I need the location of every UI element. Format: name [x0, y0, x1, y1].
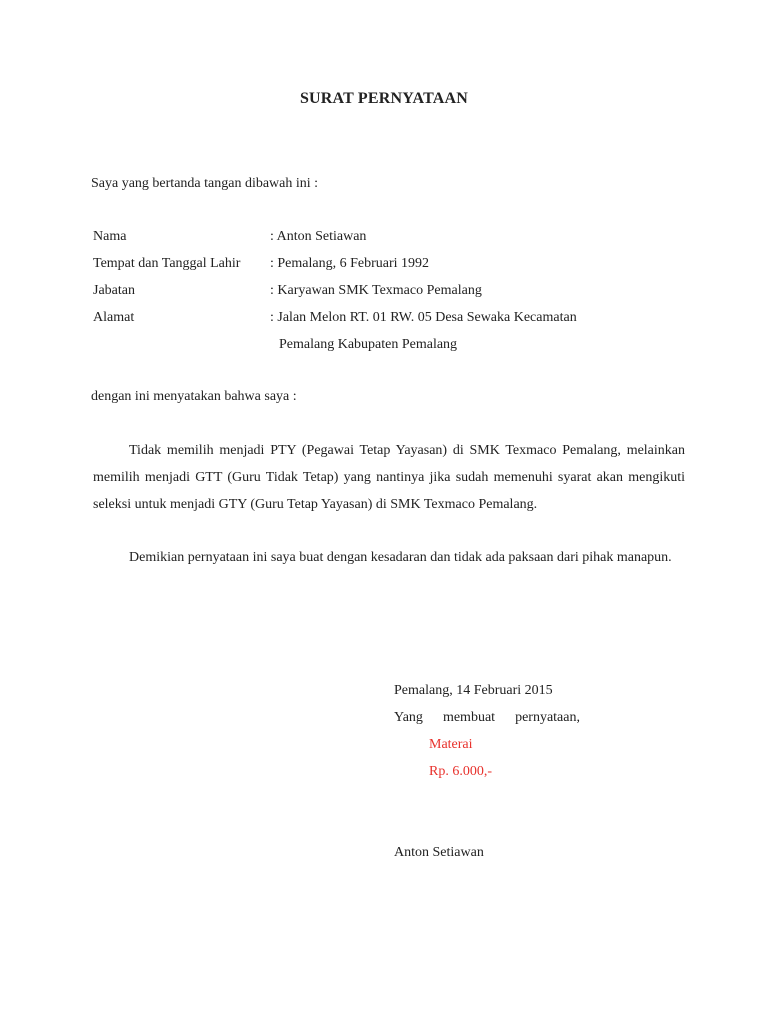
- statement-paragraph-1-text: Tidak memilih menjadi PTY (Pegawai Tetap Yayasan) di SMK Texmaco Pemalang, melainkan memilih menjadi GTT (Guru Tidak Tetap) yang nantinya jika sudah memenuhi syarat akan mengikuti seleksi untuk menjadi GTY (Guru Tetap Yayasan) di SMK Texmaco Pemalang.: [93, 443, 685, 512]
- signature-maker-line: [394, 710, 580, 726]
- field-value-nama: : Anton Setiawan: [270, 229, 367, 244]
- field-label-jabatan: Jabatan: [93, 283, 135, 298]
- field-label-alamat: Alamat: [93, 310, 135, 325]
- document-title: SURAT PERNYATAAN: [299, 90, 469, 107]
- intro-text: Saya yang bertanda tangan dibawah ini :: [91, 176, 319, 191]
- signature-maker-word-3: pernyataan,: [515, 710, 580, 725]
- signature-place-date: Pemalang, 14 Februari 2015: [394, 683, 553, 698]
- statement-paragraph-2-text: Demikian pernyataan ini saya buat dengan kesadaran dan tidak ada paksaan dari pihak manapun.: [129, 550, 672, 565]
- statement-intro: dengan ini menyatakan bahwa saya :: [91, 389, 297, 404]
- field-label-ttl: Tempat dan Tanggal Lahir: [93, 256, 241, 271]
- signature-maker-word-2: membuat: [442, 710, 496, 725]
- field-value-ttl: : Pemalang, 6 Februari 1992: [270, 256, 430, 271]
- field-label-nama: Nama: [93, 229, 127, 244]
- stamp-value: Rp. 6.000,-: [429, 764, 492, 779]
- field-value-alamat: : Jalan Melon RT. 01 RW. 05 Desa Sewaka Kecamatan: [270, 310, 577, 325]
- statement-paragraph-1: [93, 437, 685, 518]
- field-value-alamat-continued: Pemalang Kabupaten Pemalang: [279, 337, 458, 352]
- field-value-jabatan: : Karyawan SMK Texmaco Pemalang: [270, 283, 482, 298]
- signature-name: Anton Setiawan: [394, 845, 484, 860]
- signature-maker-word-1: Yang: [394, 710, 423, 725]
- stamp-label: Materai: [429, 737, 473, 752]
- statement-paragraph-2: [93, 544, 685, 571]
